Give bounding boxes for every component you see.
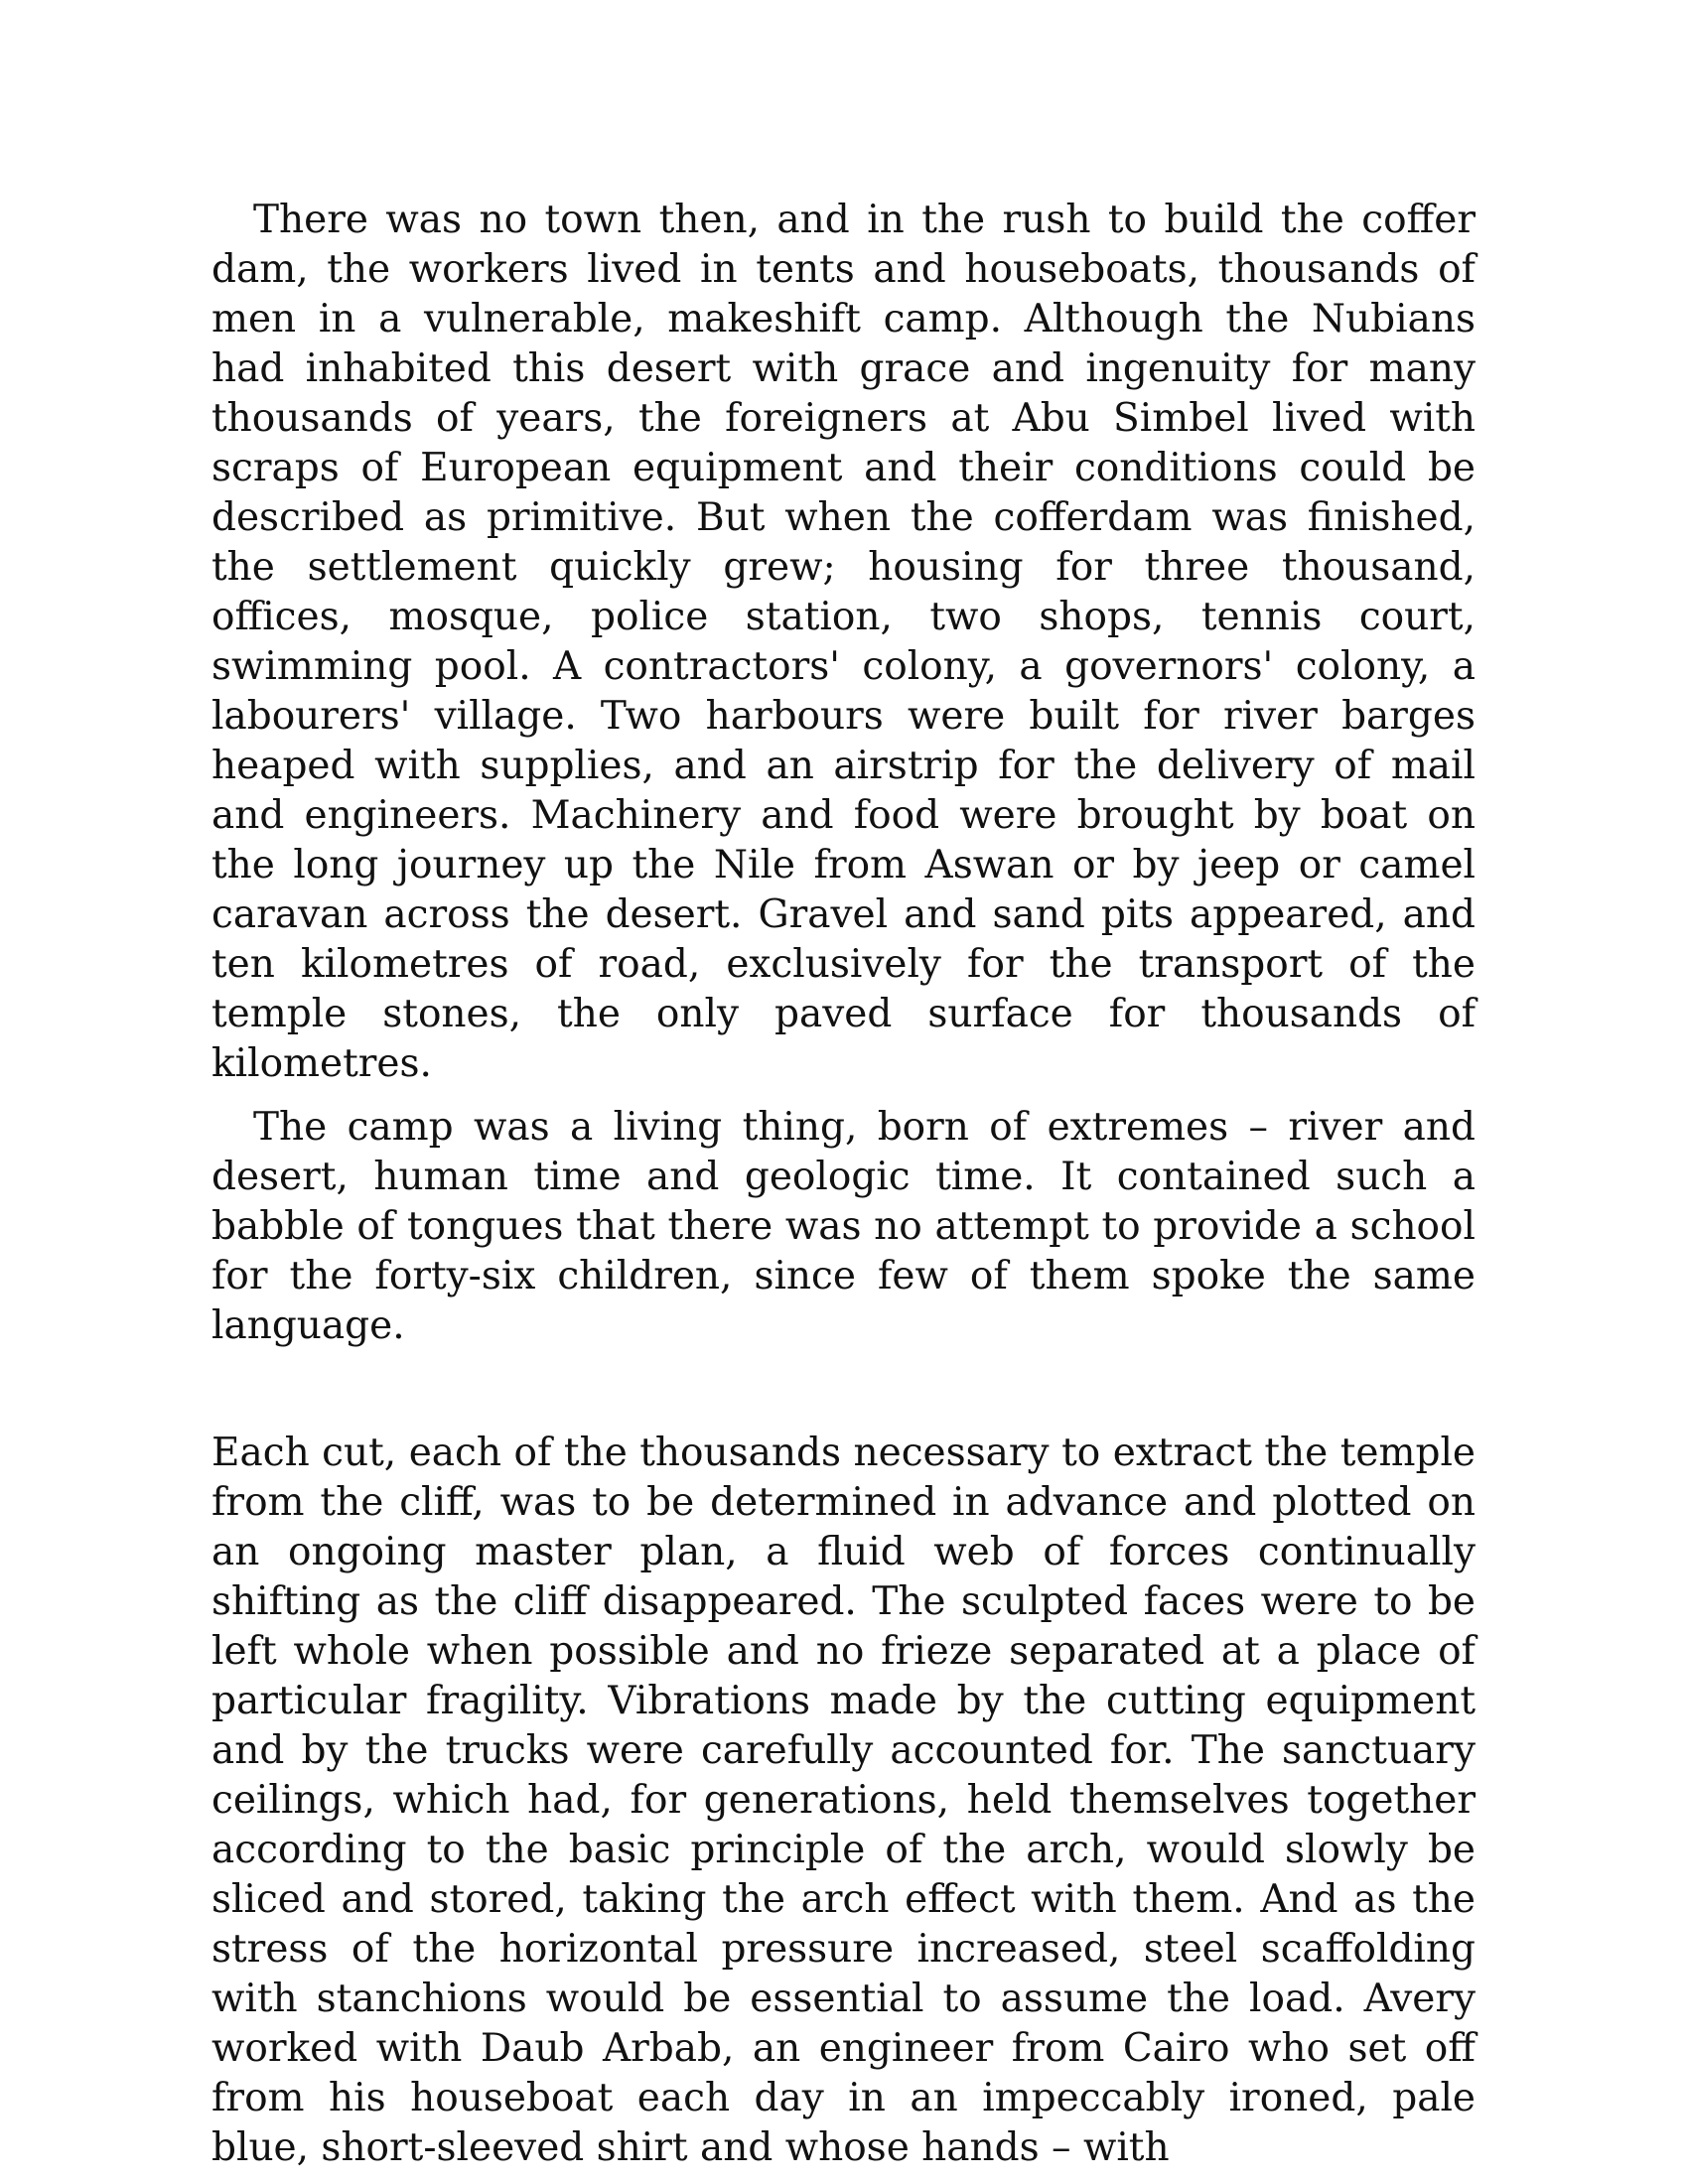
book-page (211, 196, 1476, 2173)
paragraph-camp-settlement: There was no town then, and in the rush to build the coffer dam, the workers lived in tents and houseboats, thousands of men in a vulnerable, makeshift camp. Although the Nubians had inhabited this desert with grace and ingenuity for many thousands of years, the foreigners at Abu Simbel lived with scraps of European equipment and their conditions could be described as primitive. But when the cofferdam was finished, the settlement quickly grew; housing for three thousand, offices, mosque, police station, two shops, tennis court, swimming pool. A contractors' colony, a governors' colony, a labourers' village. Two harbours were built for river barges heaped with supplies, and an airstrip for the delivery of mail and engineers. Machinery and food were brought by boat on the long journey up the Nile from Aswan or by jeep or camel caravan across the desert. Gravel and sand pits appeared, and ten kilometres of road, exclusively for the transport of the temple stones, the only paved surface for thousands of kilometres. (211, 198, 1476, 1086)
paragraph-each-cut: Each cut, each of the thousands necessary to extract the temple from the cliff, was to be determined in advance and plotted on an ongoing master plan, a fluid web of forces continually shifting as the cliff disappeared. The sculpted faces were to be left whole when possible and no frieze separated at a place of particular fragility. Vibrations made by the cutting equipment and by the trucks were carefully accounted for. The sanctuary ceilings, which had, for generations, held themselves together according to the basic principle of the arch, would slowly be sliced and stored, taking the arch effect with them. And as the stress of the horizontal pressure increased, steel scaffolding with stanchions would be essential to assume the load. Avery worked with Daub Arbab, an engineer from Cairo who set off from his houseboat each day in an impeccably ironed, pale blue, short-sleeved shirt and whose hands – with (211, 1431, 1476, 2170)
paragraph-camp-living-thing: The camp was a living thing, born of extremes – river and desert, human time and geologic time. It contained such a babble of tongues that there was no attempt to provide a school for the forty-six children, since few of them spoke the same language. (211, 1105, 1476, 1348)
paragraph-spacer (211, 1089, 1476, 1103)
section-break (211, 1351, 1476, 1429)
